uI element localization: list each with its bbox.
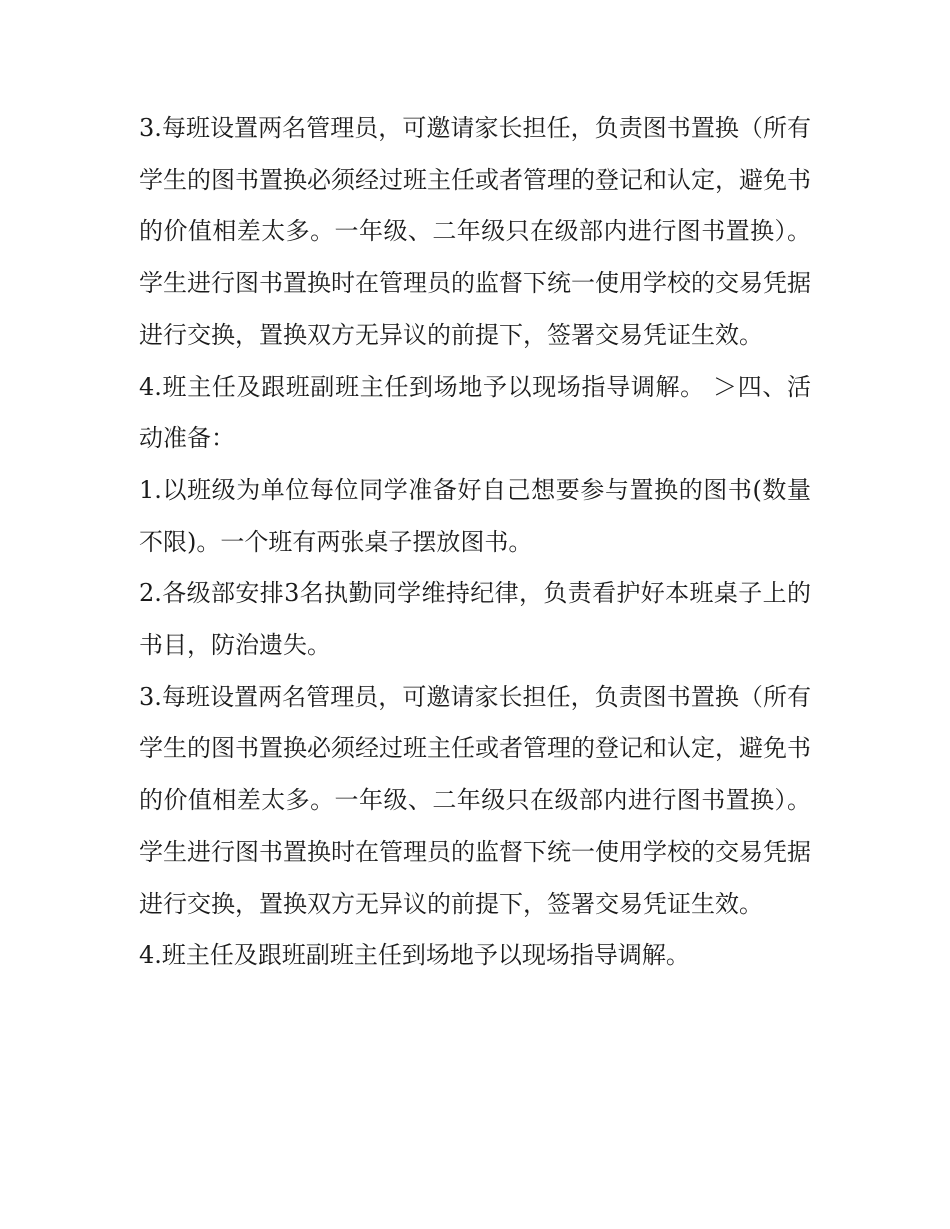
paragraph-item-4-supervision: 4.班主任及跟班副班主任到场地予以现场指导调解。 ＞四、活动准备： — [139, 372, 811, 453]
paragraph-prep-4-supervision: 4.班主任及跟班副班主任到场地予以现场指导调解。 — [139, 941, 690, 970]
paragraph-prep-2-duty-students: 2.各级部安排3名执勤同学维持纪律，负责看护好本班桌子上的书目，防治遗失。 — [139, 579, 811, 660]
paragraph-item-3-managers: 3.每班设置两名管理员，可邀请家长担任，负责图书置换（所有学生的图书置换必须经过班主任或者管理的登记和认定，避免书的价值相差太多。一年级、二年级只在级部内进行图书置换）。学生进行图书置换时在管理员的监督下统一使用学校的交易凭据进行交换，置换双方无异议的前提下，签署交易凭证生效。 — [139, 114, 811, 349]
paragraph-prep-3-managers: 3.每班设置两名管理员，可邀请家长担任，负责图书置换（所有学生的图书置换必须经过班主任或者管理的登记和认定，避免书的价值相差太多。一年级、二年级只在级部内进行图书置换）。学生进行图书置换时在管理员的监督下统一使用学校的交易凭据进行交换，置换双方无异议的前提下，签署交易凭证生效。 — [139, 682, 811, 918]
paragraph-prep-1-books: 1.以班级为单位每位同学准备好自己想要参与置换的图书(数量不限)。一个班有两张桌子摆放图书。 — [139, 475, 811, 556]
document-body — [139, 103, 811, 982]
